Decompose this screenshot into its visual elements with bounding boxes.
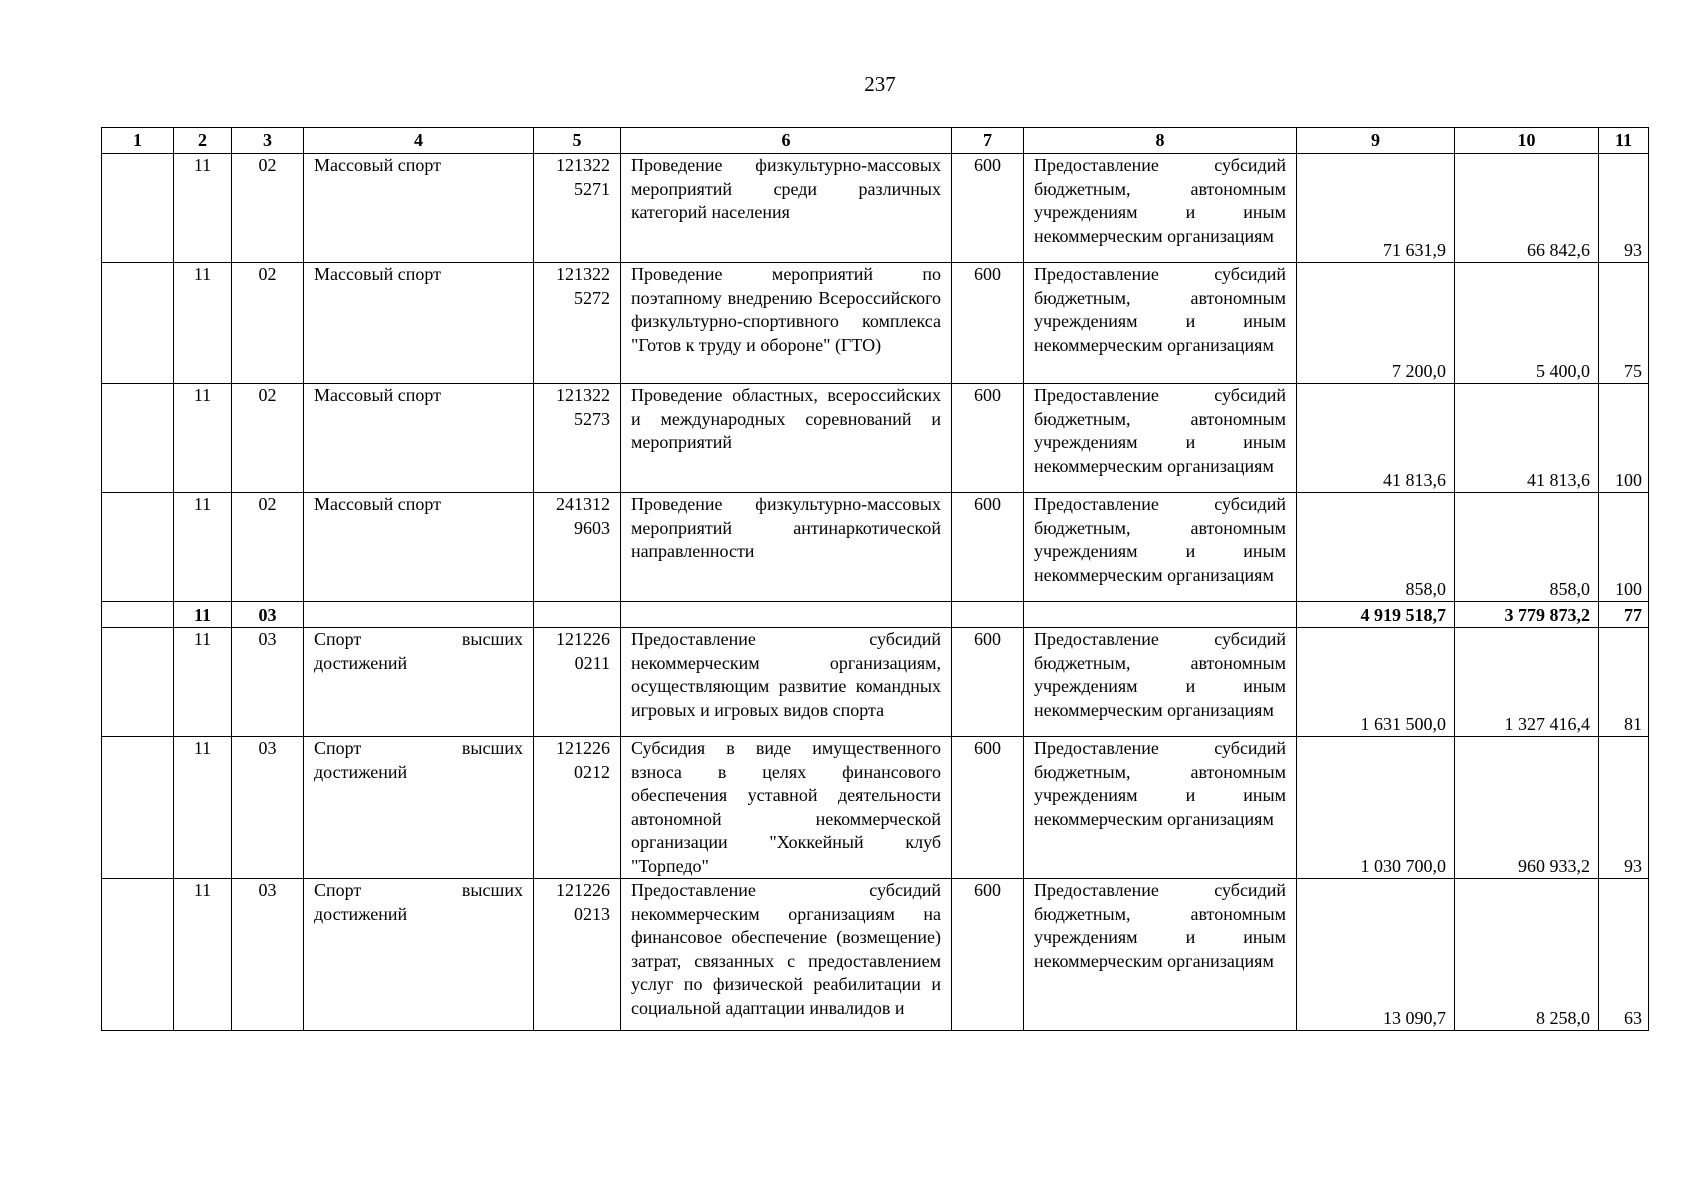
- cell-actual-amount: 66 842,6: [1455, 154, 1599, 263]
- cell-section: 11: [174, 602, 232, 628]
- table-row: [102, 628, 1649, 737]
- cell-subsection: 02: [232, 493, 304, 602]
- cell-expense-type-name: [1024, 602, 1297, 628]
- cell-expense-description: Проведение областных, всероссийских и международных соревнований и мероприятий: [621, 384, 952, 493]
- table-header-row: [102, 128, 1649, 154]
- cell-expense-type-name: Предоставление субсидий бюджетным, автономным учреждениям и иным некоммерческим организациям: [1024, 879, 1297, 1031]
- cell-expense-type-name: Предоставление субсидий бюджетным, автономным учреждениям и иным некоммерческим организациям: [1024, 737, 1297, 879]
- cell-target-code: 241312 9603: [534, 493, 621, 602]
- cell-col-1: [102, 737, 174, 879]
- cell-planned-amount: 41 813,6: [1297, 384, 1455, 493]
- cell-actual-amount: 5 400,0: [1455, 263, 1599, 384]
- cell-subsection-name: Массовый спорт: [304, 263, 534, 384]
- subtotal-row: [102, 602, 1649, 628]
- cell-execution-percent: 75: [1599, 263, 1649, 384]
- page-number: 237: [864, 72, 896, 96]
- cell-planned-amount: 1 030 700,0: [1297, 737, 1455, 879]
- table-row: [102, 263, 1649, 384]
- cell-execution-percent: 63: [1599, 879, 1649, 1031]
- cell-subsection: 03: [232, 628, 304, 737]
- cell-expense-type-name: Предоставление субсидий бюджетным, автономным учреждениям и иным некоммерческим организациям: [1024, 154, 1297, 263]
- cell-planned-amount: 7 200,0: [1297, 263, 1455, 384]
- cell-target-code: 121322 5272: [534, 263, 621, 384]
- cell-section: 11: [174, 628, 232, 737]
- cell-planned-amount: 71 631,9: [1297, 154, 1455, 263]
- cell-col-1: [102, 154, 174, 263]
- cell-expense-description: Проведение физкультурно-массовых мероприятий среди различных категорий населения: [621, 154, 952, 263]
- cell-expense-type: 600: [952, 154, 1024, 263]
- cell-target-code: 121322 5273: [534, 384, 621, 493]
- table-row: [102, 879, 1649, 1031]
- cell-actual-amount: 8 258,0: [1455, 879, 1599, 1031]
- cell-subsection-name: Массовый спорт: [304, 154, 534, 263]
- cell-subsection: 03: [232, 879, 304, 1031]
- header-col-3: 3: [232, 128, 304, 154]
- header-col-2: 2: [174, 128, 232, 154]
- cell-expense-description: Проведение физкультурно-массовых мероприятий антинаркотической направленности: [621, 493, 952, 602]
- header-col-5: 5: [534, 128, 621, 154]
- table-row: [102, 493, 1649, 602]
- cell-expense-type-name: Предоставление субсидий бюджетным, автономным учреждениям и иным некоммерческим организациям: [1024, 263, 1297, 384]
- cell-execution-percent: 81: [1599, 628, 1649, 737]
- cell-subsection-name: [304, 602, 534, 628]
- cell-actual-amount: 41 813,6: [1455, 384, 1599, 493]
- cell-planned-amount: 858,0: [1297, 493, 1455, 602]
- cell-col-1: [102, 384, 174, 493]
- cell-target-code: 121322 5271: [534, 154, 621, 263]
- cell-subsection-name: Спорт высших достижений: [304, 737, 534, 879]
- cell-col-1: [102, 263, 174, 384]
- header-col-8: 8: [1024, 128, 1297, 154]
- cell-execution-percent: 77: [1599, 602, 1649, 628]
- cell-actual-amount: 1 327 416,4: [1455, 628, 1599, 737]
- cell-col-1: [102, 879, 174, 1031]
- cell-expense-type: 600: [952, 493, 1024, 602]
- cell-section: 11: [174, 154, 232, 263]
- cell-target-code: [534, 602, 621, 628]
- cell-execution-percent: 93: [1599, 737, 1649, 879]
- cell-expense-type: 600: [952, 737, 1024, 879]
- cell-expense-type: [952, 602, 1024, 628]
- cell-subsection-name: Спорт высших достижений: [304, 879, 534, 1031]
- cell-target-code: 121226 0211: [534, 628, 621, 737]
- cell-expense-type-name: Предоставление субсидий бюджетным, автономным учреждениям и иным некоммерческим организациям: [1024, 384, 1297, 493]
- cell-expense-type: 600: [952, 879, 1024, 1031]
- cell-expense-description: Предоставление субсидий некоммерческим организациям на финансовое обеспечение (возмещение) затрат, связанных с предоставлением услуг по физической реабилитации и социальной адаптации инвалидов и: [621, 879, 952, 1031]
- cell-actual-amount: 960 933,2: [1455, 737, 1599, 879]
- cell-subsection-name: Массовый спорт: [304, 493, 534, 602]
- budget-table: [101, 127, 1649, 1031]
- cell-section: 11: [174, 384, 232, 493]
- cell-subsection: 02: [232, 263, 304, 384]
- header-col-7: 7: [952, 128, 1024, 154]
- cell-expense-type: 600: [952, 384, 1024, 493]
- cell-planned-amount: 1 631 500,0: [1297, 628, 1455, 737]
- cell-subsection: 02: [232, 154, 304, 263]
- cell-expense-type: 600: [952, 263, 1024, 384]
- cell-section: 11: [174, 493, 232, 602]
- cell-actual-amount: 3 779 873,2: [1455, 602, 1599, 628]
- cell-subsection: 03: [232, 602, 304, 628]
- header-col-4: 4: [304, 128, 534, 154]
- cell-section: 11: [174, 263, 232, 384]
- header-col-10: 10: [1455, 128, 1599, 154]
- table-row: [102, 384, 1649, 493]
- cell-execution-percent: 100: [1599, 384, 1649, 493]
- cell-section: 11: [174, 879, 232, 1031]
- cell-expense-type-name: Предоставление субсидий бюджетным, автономным учреждениям и иным некоммерческим организациям: [1024, 493, 1297, 602]
- header-col-9: 9: [1297, 128, 1455, 154]
- cell-planned-amount: 4 919 518,7: [1297, 602, 1455, 628]
- cell-expense-description: Предоставление субсидий некоммерческим организациям, осуществляющим развитие командных игровых и игровых видов спорта: [621, 628, 952, 737]
- cell-col-1: [102, 493, 174, 602]
- cell-subsection: 03: [232, 737, 304, 879]
- cell-execution-percent: 100: [1599, 493, 1649, 602]
- cell-target-code: 121226 0212: [534, 737, 621, 879]
- cell-expense-type-name: Предоставление субсидий бюджетным, автономным учреждениям и иным некоммерческим организациям: [1024, 628, 1297, 737]
- cell-actual-amount: 858,0: [1455, 493, 1599, 602]
- cell-target-code: 121226 0213: [534, 879, 621, 1031]
- cell-subsection-name: Массовый спорт: [304, 384, 534, 493]
- cell-expense-description: [621, 602, 952, 628]
- cell-expense-description: Проведение мероприятий по поэтапному внедрению Всероссийского физкультурно-спортивного комплекса "Готов к труду и обороне" (ГТО): [621, 263, 952, 384]
- header-col-11: 11: [1599, 128, 1649, 154]
- table-row: [102, 154, 1649, 263]
- table-row: [102, 737, 1649, 879]
- cell-section: 11: [174, 737, 232, 879]
- cell-col-1: [102, 602, 174, 628]
- header-col-1: 1: [102, 128, 174, 154]
- header-col-6: 6: [621, 128, 952, 154]
- cell-subsection: 02: [232, 384, 304, 493]
- cell-planned-amount: 13 090,7: [1297, 879, 1455, 1031]
- cell-expense-description: Субсидия в виде имущественного взноса в целях финансового обеспечения уставной деятельности автономной некоммерческой организации "Хоккейный клуб "Торпедо": [621, 737, 952, 879]
- cell-col-1: [102, 628, 174, 737]
- cell-execution-percent: 93: [1599, 154, 1649, 263]
- cell-expense-type: 600: [952, 628, 1024, 737]
- cell-subsection-name: Спорт высших достижений: [304, 628, 534, 737]
